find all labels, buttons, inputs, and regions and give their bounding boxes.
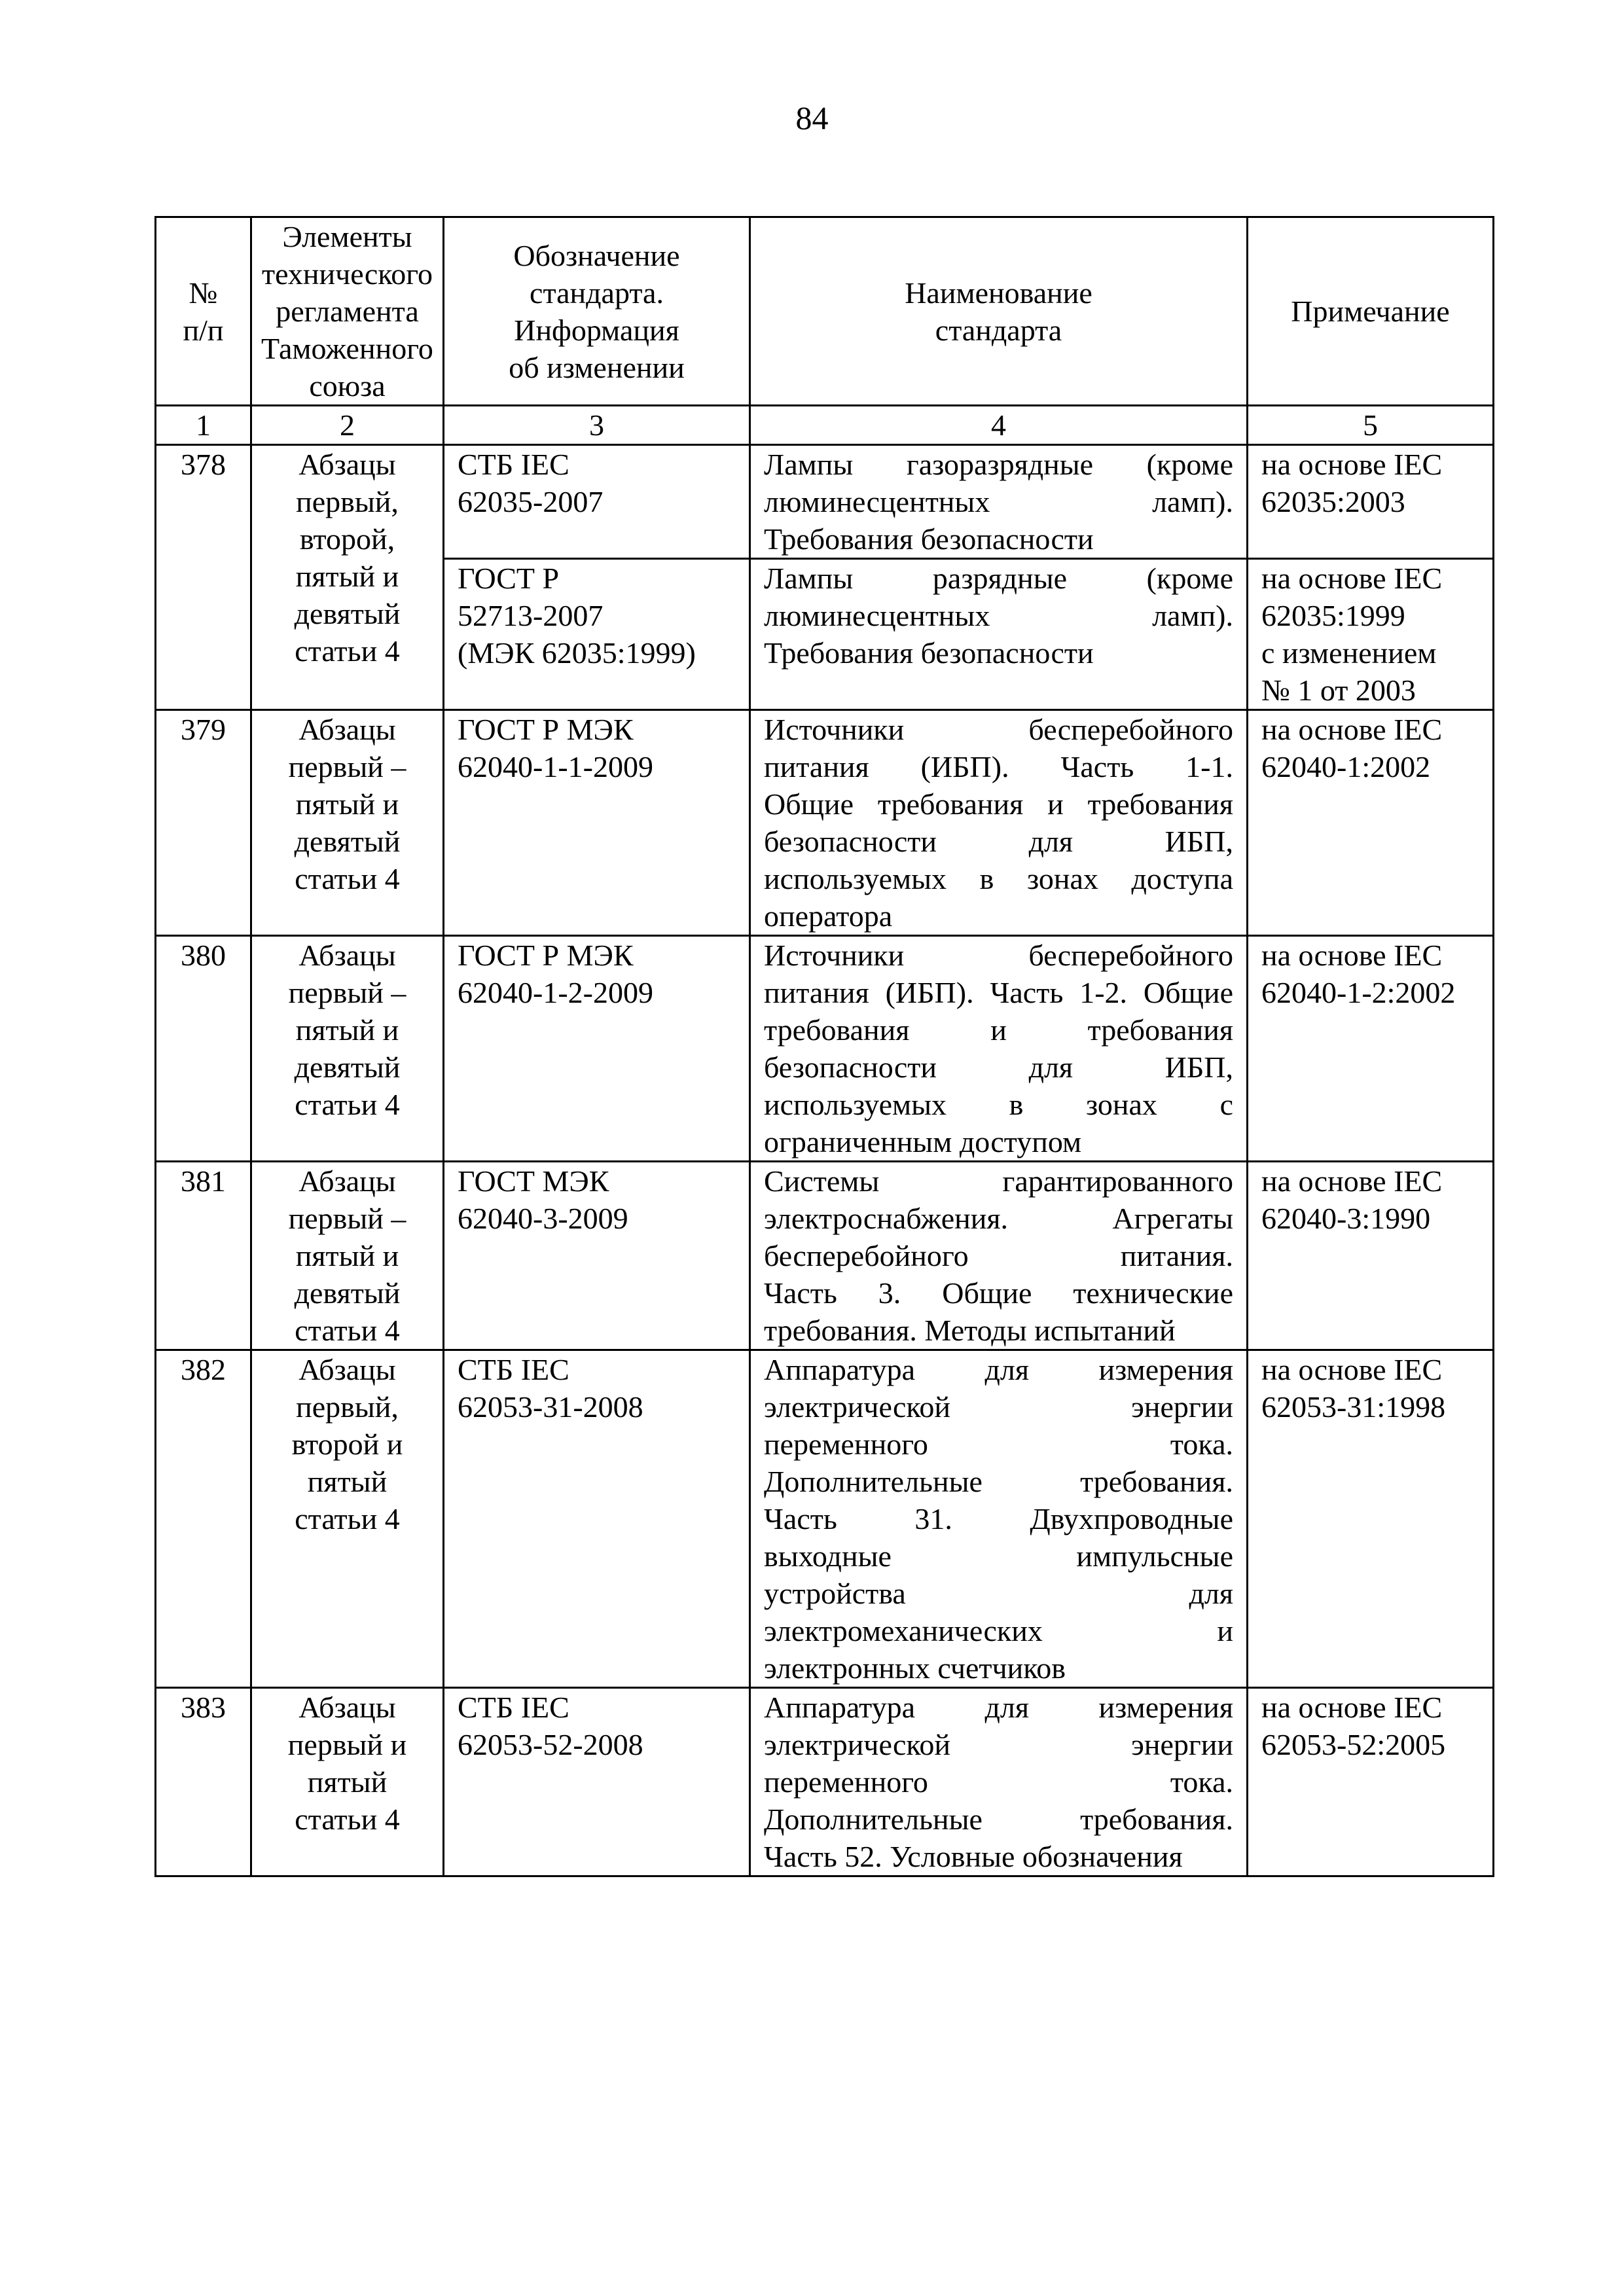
cell-line: пятый [307,1465,388,1498]
standard-name [750,1162,1248,1350]
cell-line: статьи 4 [295,862,400,895]
cell-line: девятый [294,1276,401,1310]
cell-line: Наименование [905,276,1092,310]
cell-line: 62040-1:2002 [1261,750,1431,783]
cell-line: ГОСТ Р [458,562,560,595]
standard-note [1248,936,1494,1162]
cell-line: Дополнительные требования. [764,1803,1233,1836]
cell-line: № [189,276,218,310]
header-cell [444,217,750,406]
standard-note [1248,559,1494,710]
cell-line: СТБ IEC [458,448,569,481]
cell-line: статьи 4 [295,634,400,668]
row-number: 381 [156,1162,251,1350]
cell-line: 62040-1-1-2009 [458,750,653,783]
cell-line: Часть 3. Общие технические [764,1276,1233,1310]
standard-designation [444,1162,750,1350]
row-number: 380 [156,936,251,1162]
cell-line: первый – [288,750,406,783]
standard-note [1248,1162,1494,1350]
regulation-elements [251,1350,444,1688]
standard-note [1248,1350,1494,1688]
cell-line: Примечание [1291,295,1450,328]
cell-line: девятый [294,825,401,858]
column-number: 4 [750,406,1248,445]
header-row [156,217,1494,406]
standard-name [750,559,1248,710]
cell-line: Информация [514,313,679,347]
cell-line: питания (ИБП). Часть 1-1. [764,750,1233,783]
cell-line: статьи 4 [295,1502,400,1535]
cell-line: с изменением [1261,636,1437,670]
cell-line: Часть 31. Двухпроводные [764,1502,1233,1535]
standard-name [750,710,1248,936]
cell-line: Абзацы [298,939,396,972]
cell-line: ограниченным доступом [764,1125,1082,1158]
table-row [156,936,1494,1162]
cell-line: 62040-3:1990 [1261,1202,1431,1235]
standard-note [1248,1688,1494,1876]
cell-line: Обозначение [513,238,680,272]
standard-name [750,1350,1248,1688]
standard-note [1248,710,1494,936]
cell-line: девятый [294,1050,401,1084]
cell-line: люминесцентных ламп). [764,485,1233,518]
cell-line: (МЭК 62035:1999) [458,636,696,670]
cell-line: первый – [288,1202,406,1235]
cell-line: 62035-2007 [458,485,604,518]
cell-line: пятый и [295,1239,399,1272]
cell-line: первый, [296,1390,399,1424]
regulation-elements [251,445,444,710]
cell-line: пятый и [295,787,399,821]
table-row [156,1350,1494,1688]
cell-line: союза [309,369,386,403]
cell-line: Требования безопасности [764,522,1094,556]
cell-line: безопасности для ИБП, [764,1050,1233,1084]
cell-line: Абзацы [298,1691,396,1724]
cell-line: 62053-31:1998 [1261,1390,1446,1424]
cell-line: Аппаратура для измерения [764,1691,1233,1724]
cell-line: на основе IEC [1261,1164,1443,1198]
standard-name [750,1688,1248,1876]
table-row [156,1162,1494,1350]
header-cell [156,217,251,406]
cell-line: переменного тока. [764,1427,1233,1461]
cell-line: об изменении [509,350,685,384]
cell-line: пятый [307,1765,388,1799]
header-cell [750,217,1248,406]
regulation-elements [251,710,444,936]
standard-designation [444,445,750,559]
header-cell [251,217,444,406]
cell-line: питания (ИБП). Часть 1-2. Общие [764,976,1233,1009]
cell-line: требования. Методы испытаний [764,1314,1176,1347]
cell-line: переменного тока. [764,1765,1233,1799]
table-row [156,445,1494,559]
row-number: 378 [156,445,251,710]
cell-line: требования и требования [764,1013,1233,1047]
standard-designation [444,1688,750,1876]
cell-line: п/п [183,313,224,347]
cell-line: Часть 52. Условные обозначения [764,1840,1183,1873]
cell-line: Абзацы [298,713,396,746]
cell-line: СТБ IEC [458,1353,569,1386]
standard-name [750,445,1248,559]
cell-line: 62040-3-2009 [458,1202,628,1235]
cell-line: Общие требования и требования [764,787,1233,821]
table-body [156,406,1494,1876]
cell-line: выходные импульсные [764,1539,1233,1573]
cell-line: № 1 от 2003 [1261,673,1416,707]
cell-line: люминесцентных ламп). [764,599,1233,632]
standard-note [1248,445,1494,559]
cell-line: Источники бесперебойного [764,939,1233,972]
cell-line: бесперебойного питания. [764,1239,1233,1272]
cell-line: используемых в зонах доступа [764,862,1233,895]
cell-line: электронных счетчиков [764,1651,1066,1685]
cell-line: первый – [288,976,406,1009]
regulation-elements [251,1688,444,1876]
cell-line: СТБ IEC [458,1691,569,1724]
standard-name [750,936,1248,1162]
cell-line: Абзацы [298,1353,396,1386]
cell-line: Системы гарантированного [764,1164,1233,1198]
cell-line: 62035:1999 [1261,599,1405,632]
row-number: 382 [156,1350,251,1688]
column-number: 1 [156,406,251,445]
standard-designation [444,710,750,936]
cell-line: стандарта [935,313,1062,347]
cell-line: пятый и [295,560,399,593]
cell-line: технического [262,257,433,291]
cell-line: Требования безопасности [764,636,1094,670]
standard-designation [444,559,750,710]
cell-line: устройства для [764,1577,1233,1610]
cell-line: на основе IEC [1261,562,1443,595]
cell-line: первый и [287,1728,407,1761]
cell-line: электроснабжения. Агрегаты [764,1202,1233,1235]
cell-line: 62040-1-2:2002 [1261,976,1456,1009]
cell-line: электромеханических и [764,1614,1233,1647]
standard-designation [444,1350,750,1688]
cell-line: Таможенного [261,332,433,365]
cell-line: электрической энергии [764,1728,1233,1761]
row-number: 379 [156,710,251,936]
cell-line: Дополнительные требования. [764,1465,1233,1498]
column-numbers-row [156,406,1494,445]
cell-line: Элементы [282,220,412,253]
cell-line: на основе IEC [1261,1691,1443,1724]
cell-line: ГОСТ МЭК [458,1164,609,1198]
cell-line: статьи 4 [295,1088,400,1121]
cell-line: стандарта. [530,276,664,310]
cell-line: статьи 4 [295,1803,400,1836]
column-number: 5 [1248,406,1494,445]
cell-line: пятый и [295,1013,399,1047]
table-row [156,710,1494,936]
row-number: 383 [156,1688,251,1876]
cell-line: на основе IEC [1261,1353,1443,1386]
cell-line: Аппаратура для измерения [764,1353,1233,1386]
cell-line: Абзацы [298,448,396,481]
cell-line: электрической энергии [764,1390,1233,1424]
cell-line: 52713-2007 [458,599,604,632]
cell-line: регламента [276,295,419,328]
cell-line: 62053-52:2005 [1261,1728,1446,1761]
regulation-elements [251,1162,444,1350]
cell-line: 62040-1-2-2009 [458,976,653,1009]
column-number: 3 [444,406,750,445]
cell-line: первый, [296,485,399,518]
cell-line: второй и [291,1427,403,1461]
table-row [156,1688,1494,1876]
cell-line: на основе IEC [1261,713,1443,746]
cell-line: статьи 4 [295,1314,400,1347]
regulation-elements [251,936,444,1162]
cell-line: Лампы газоразрядные (кроме [764,448,1233,481]
cell-line: Абзацы [298,1164,396,1198]
cell-line: оператора [764,899,893,933]
cell-line: на основе IEC [1261,939,1443,972]
cell-line: 62053-52-2008 [458,1728,643,1761]
standard-designation [444,936,750,1162]
header-cell [1248,217,1494,406]
cell-line: безопасности для ИБП, [764,825,1233,858]
cell-line: 62053-31-2008 [458,1390,643,1424]
page-number: 84 [795,99,829,136]
column-number: 2 [251,406,444,445]
cell-line: девятый [294,597,401,630]
cell-line: ГОСТ Р МЭК [458,939,634,972]
cell-line: Источники бесперебойного [764,713,1233,746]
standards-table [154,216,1494,1877]
cell-line: используемых в зонах с [764,1088,1233,1121]
cell-line: ГОСТ Р МЭК [458,713,634,746]
cell-line: 62035:2003 [1261,485,1405,518]
cell-line: второй, [299,522,395,556]
cell-line: на основе IEC [1261,448,1443,481]
cell-line: Лампы разрядные (кроме [764,562,1233,595]
